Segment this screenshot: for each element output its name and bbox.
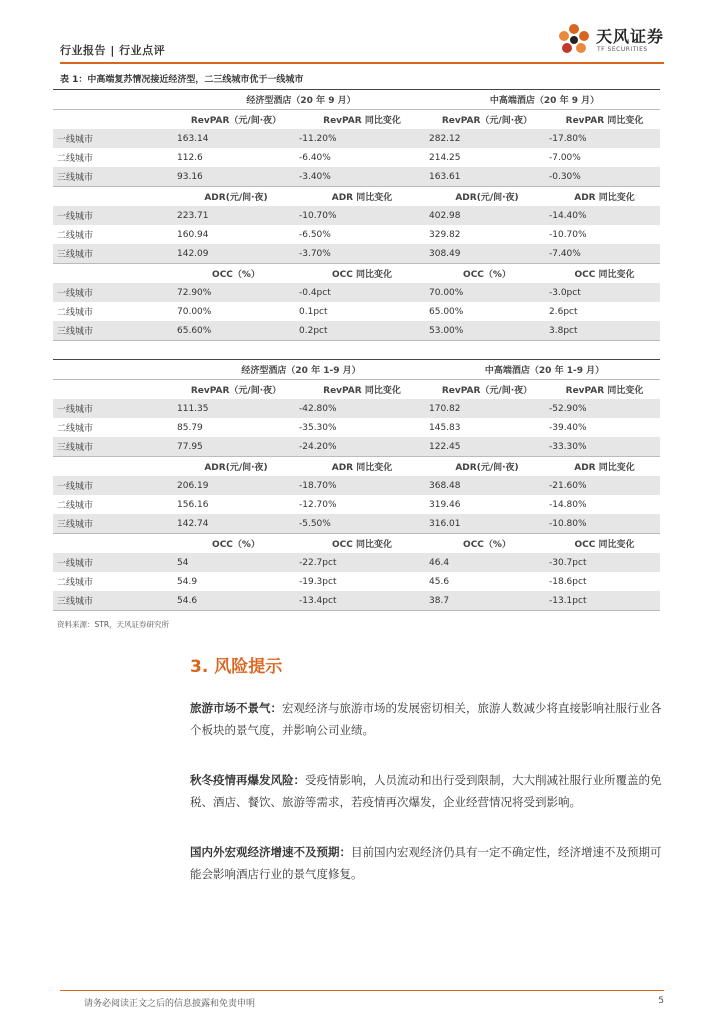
city-tier-cell: 三线城市 xyxy=(53,591,173,611)
metric-header-cell: OCC 同比变化 xyxy=(332,270,392,280)
value-cell: -13.4pct xyxy=(295,591,425,611)
city-tier-cell: 一线城市 xyxy=(53,553,173,572)
data-table-block xyxy=(53,89,660,341)
risk-lead: 国内外宏观经济增速不及预期： xyxy=(190,845,351,859)
metric-header-cell: OCC 同比变化 xyxy=(332,540,392,550)
value-cell: -7.00% xyxy=(549,152,581,163)
value-cell: -21.60% xyxy=(545,476,660,495)
metric-header-cell: ADR(元/间·夜) xyxy=(204,463,268,473)
metric-header-cell: OCC（%） xyxy=(212,270,260,280)
value-cell: 163.61 xyxy=(425,167,545,187)
metric-header-row xyxy=(53,380,660,400)
metric-header-cell: ADR(元/间·夜) xyxy=(455,193,519,203)
metric-header-cell: ADR(元/间·夜) xyxy=(455,463,519,473)
city-tier-cell: 一线城市 xyxy=(53,399,173,418)
city-tier-cell: 三线城市 xyxy=(53,514,173,534)
metric-header-cell: RevPAR 同比变化 xyxy=(323,116,401,126)
value-cell: 70.00% xyxy=(425,283,545,302)
metric-header-row xyxy=(53,457,660,477)
group-header-economy: 经济型酒店（20 年 9 月） xyxy=(173,90,425,110)
metric-header-cell: ADR 同比变化 xyxy=(331,193,393,203)
value-cell: -13.1pct xyxy=(545,591,660,611)
value-cell: -19.3pct xyxy=(299,576,337,587)
city-tier-cell: 二线城市 xyxy=(57,501,94,511)
city-tier-cell: 一线城市 xyxy=(53,476,173,495)
value-cell: -0.4pct xyxy=(295,283,425,302)
metric-header-cell xyxy=(53,534,173,554)
value-cell: 206.19 xyxy=(173,476,295,495)
metric-header-cell: OCC（%） xyxy=(463,540,511,550)
hotel-data-table xyxy=(53,89,660,630)
metric-header-cell: RevPAR 同比变化 xyxy=(565,116,644,126)
group-header-midscale: 中高端酒店（20 年 9 月） xyxy=(425,90,660,110)
value-cell: -14.80% xyxy=(549,499,587,510)
metric-header-cell: RevPAR（元/间·夜） xyxy=(441,116,533,126)
value-cell: -10.70% xyxy=(549,229,587,240)
value-cell: 316.01 xyxy=(425,514,545,534)
city-tier-cell: 二线城市 xyxy=(57,578,94,588)
value-cell: 214.25 xyxy=(429,152,461,163)
value-cell: 85.79 xyxy=(177,422,203,433)
value-cell: -30.7pct xyxy=(545,553,660,572)
metric-header-cell: RevPAR 同比变化 xyxy=(565,386,644,396)
logo-name: 天风证券 xyxy=(596,27,665,46)
table-gap xyxy=(53,341,660,359)
value-cell: 70.00% xyxy=(177,306,212,317)
section-title: 3. 风险提示 xyxy=(190,657,283,677)
value-cell: 329.82 xyxy=(429,229,461,240)
metric-header-cell: ADR 同比变化 xyxy=(331,463,393,473)
table-row xyxy=(53,418,660,437)
metric-header-row xyxy=(53,187,660,207)
disclaimer-text: 请务必阅读正文之后的信息披露和免责申明 xyxy=(84,999,256,1009)
value-cell: 2.6pct xyxy=(549,306,578,317)
value-cell: 111.35 xyxy=(173,399,295,418)
metric-header-cell: OCC（%） xyxy=(212,540,260,550)
company-logo xyxy=(554,20,664,60)
value-cell: 223.71 xyxy=(173,206,295,225)
value-cell: -18.6pct xyxy=(549,576,587,587)
city-tier-cell: 二线城市 xyxy=(57,308,94,318)
group-header-row xyxy=(53,90,660,110)
value-cell: -22.7pct xyxy=(295,553,425,572)
metric-header-row xyxy=(53,110,660,130)
value-cell: 54 xyxy=(173,553,295,572)
metric-header-cell: ADR(元/间·夜) xyxy=(204,193,268,203)
value-cell: 65.00% xyxy=(429,306,464,317)
table-row xyxy=(53,244,660,264)
city-tier-cell: 三线城市 xyxy=(53,167,173,187)
metric-header-cell: RevPAR（元/间·夜） xyxy=(441,386,533,396)
city-tier-cell: 二线城市 xyxy=(57,424,94,434)
metric-header-cell: ADR 同比变化 xyxy=(574,463,635,473)
value-cell: 0.1pct xyxy=(299,306,328,317)
group-header-row xyxy=(53,360,660,380)
table-row xyxy=(53,225,660,244)
header-divider xyxy=(60,62,664,64)
table-row xyxy=(53,437,660,457)
metric-header-cell xyxy=(53,110,173,130)
value-cell: -18.70% xyxy=(295,476,425,495)
city-tier-cell: 二线城市 xyxy=(57,231,94,241)
metric-header-cell: RevPAR（元/间·夜） xyxy=(190,386,282,396)
table-row xyxy=(53,321,660,341)
city-tier-cell: 三线城市 xyxy=(53,321,173,341)
value-cell: -10.80% xyxy=(545,514,660,534)
value-cell: 308.49 xyxy=(425,244,545,264)
metric-header-cell: ADR 同比变化 xyxy=(574,193,635,203)
table-row xyxy=(53,399,660,418)
table-row xyxy=(53,495,660,514)
value-cell: -3.0pct xyxy=(545,283,660,302)
value-cell: 54.9 xyxy=(177,576,198,587)
value-cell: 368.48 xyxy=(425,476,545,495)
risk-lead: 秋冬疫情再爆发风险： xyxy=(190,773,305,787)
report-category: 行业报告 | 行业点评 xyxy=(60,44,166,57)
group-header-blank xyxy=(53,360,173,380)
metric-header-cell: OCC 同比变化 xyxy=(574,540,635,550)
risk-paragraph xyxy=(190,697,670,741)
value-cell: -7.40% xyxy=(545,244,660,264)
value-cell: -33.30% xyxy=(545,437,660,457)
metric-header-cell xyxy=(53,264,173,284)
page-header xyxy=(60,0,664,62)
risk-body: 目前国内宏观经济仍具有一定不确定性，经济增速不及预期可能会影响酒店行业的景气度修复。 xyxy=(190,845,662,881)
table-caption: 表 1：中高端复苏情况接近经济型，二三线城市优于一线城市 xyxy=(60,75,304,85)
value-cell: 402.98 xyxy=(425,206,545,225)
value-cell: 45.6 xyxy=(429,576,450,587)
value-cell: -42.80% xyxy=(295,399,425,418)
metric-header-cell: RevPAR 同比变化 xyxy=(323,386,401,396)
city-tier-cell: 一线城市 xyxy=(53,283,173,302)
footer-divider xyxy=(60,990,664,991)
metric-header-cell xyxy=(53,380,173,400)
value-cell: 54.6 xyxy=(173,591,295,611)
risk-paragraph xyxy=(190,841,670,885)
page-number: 5 xyxy=(658,996,664,1006)
value-cell: -6.50% xyxy=(299,229,331,240)
value-cell: 156.16 xyxy=(177,499,209,510)
value-cell: 160.94 xyxy=(177,229,209,240)
value-cell: -17.80% xyxy=(545,129,660,148)
value-cell: -10.70% xyxy=(295,206,425,225)
value-cell: -52.90% xyxy=(545,399,660,418)
table-row xyxy=(53,476,660,495)
table-row xyxy=(53,167,660,187)
value-cell: -11.20% xyxy=(295,129,425,148)
risk-paragraph xyxy=(190,769,670,813)
metric-header-cell xyxy=(53,457,173,477)
table-row xyxy=(53,148,660,167)
value-cell: 282.12 xyxy=(425,129,545,148)
value-cell: -6.40% xyxy=(299,152,331,163)
city-tier-cell: 二线城市 xyxy=(57,154,94,164)
value-cell: 72.90% xyxy=(173,283,295,302)
group-header-economy: 经济型酒店（20 年 1-9 月） xyxy=(173,360,425,380)
value-cell: 170.82 xyxy=(425,399,545,418)
value-cell: 122.45 xyxy=(425,437,545,457)
logo-english: TF SECURITIES xyxy=(597,46,648,53)
table-source: 资料来源：STR，天风证券研究所 xyxy=(57,620,170,629)
value-cell: 3.8pct xyxy=(545,321,660,341)
metric-header-cell: OCC（%） xyxy=(463,270,511,280)
metric-header-row xyxy=(53,264,660,284)
value-cell: -24.20% xyxy=(295,437,425,457)
value-cell: 46.4 xyxy=(425,553,545,572)
table-row xyxy=(53,283,660,302)
value-cell: -5.50% xyxy=(295,514,425,534)
risk-section xyxy=(190,652,670,913)
value-cell: -35.30% xyxy=(299,422,337,433)
value-cell: 112.6 xyxy=(177,152,203,163)
table-row xyxy=(53,553,660,572)
value-cell: 145.83 xyxy=(429,422,461,433)
value-cell: 319.46 xyxy=(429,499,461,510)
risk-body: 宏观经济与旅游市场的发展密切相关，旅游人数减少将直接影响社服行业各个板块的景气度，并影响公司业绩。 xyxy=(190,701,662,737)
value-cell: -0.30% xyxy=(545,167,660,187)
value-cell: -3.40% xyxy=(295,167,425,187)
data-table-block xyxy=(53,359,660,611)
value-cell: 163.14 xyxy=(173,129,295,148)
city-tier-cell: 一线城市 xyxy=(53,206,173,225)
value-cell: -39.40% xyxy=(549,422,587,433)
table-row xyxy=(53,129,660,148)
metric-header-cell xyxy=(53,187,173,207)
value-cell: 142.74 xyxy=(173,514,295,534)
city-tier-cell: 一线城市 xyxy=(53,129,173,148)
value-cell: 77.95 xyxy=(173,437,295,457)
value-cell: 93.16 xyxy=(173,167,295,187)
group-header-blank xyxy=(53,90,173,110)
risk-body: 受疫情影响，人员流动和出行受到限制，大大削减社服行业所覆盖的免税、酒店、餐饮、旅游等需求，若疫情再次爆发，企业经营情况将受到影响。 xyxy=(190,773,662,809)
value-cell: -3.70% xyxy=(295,244,425,264)
value-cell: -12.70% xyxy=(299,499,337,510)
group-header-midscale: 中高端酒店（20 年 1-9 月） xyxy=(425,360,660,380)
table-row xyxy=(53,591,660,611)
value-cell: 53.00% xyxy=(425,321,545,341)
value-cell: 65.60% xyxy=(173,321,295,341)
metric-header-cell: RevPAR（元/间·夜） xyxy=(190,116,282,126)
value-cell: 142.09 xyxy=(173,244,295,264)
value-cell: 0.2pct xyxy=(295,321,425,341)
table-row xyxy=(53,206,660,225)
risk-lead: 旅游市场不景气： xyxy=(190,701,282,715)
table-row xyxy=(53,572,660,591)
flower-logo-icon xyxy=(556,22,592,58)
city-tier-cell: 三线城市 xyxy=(53,437,173,457)
value-cell: -14.40% xyxy=(545,206,660,225)
metric-header-cell: OCC 同比变化 xyxy=(574,270,635,280)
value-cell: 38.7 xyxy=(425,591,545,611)
city-tier-cell: 三线城市 xyxy=(53,244,173,264)
table-row xyxy=(53,514,660,534)
metric-header-row xyxy=(53,534,660,554)
table-row xyxy=(53,302,660,321)
